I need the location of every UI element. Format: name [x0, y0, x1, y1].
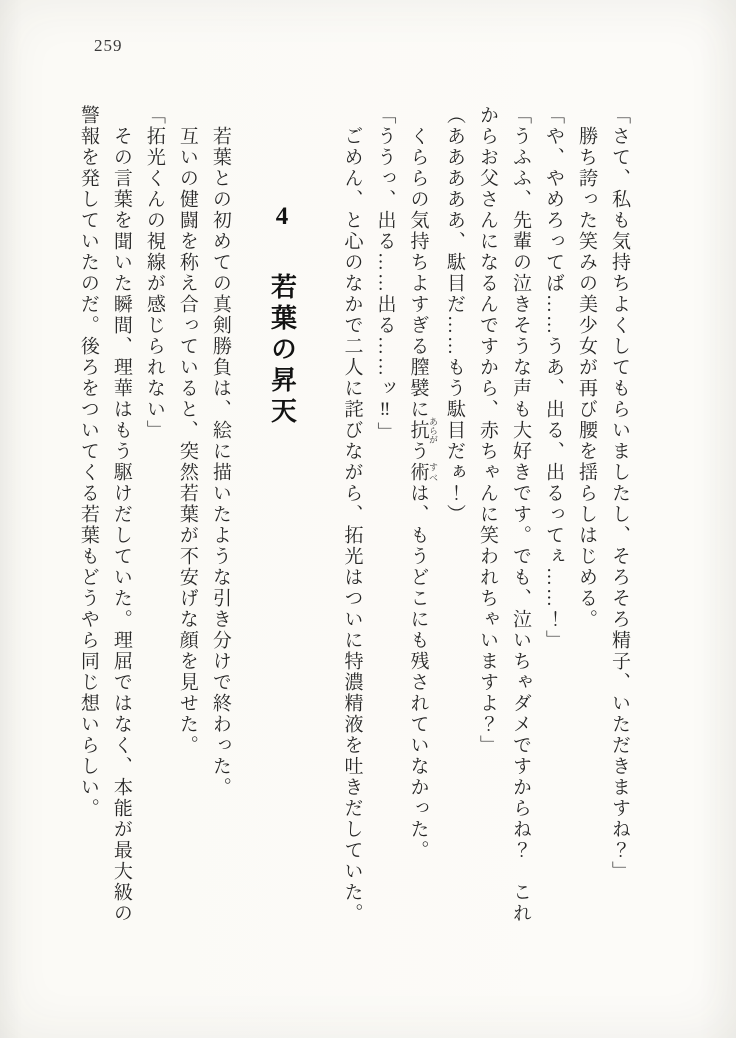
paragraph: ごめん、と心のなかで二人に詫びながら、拓光はついに特濃精液を吐きだしていた。 — [341, 126, 363, 924]
paragraph: （あああああ、駄目だ……もう駄目だぁ！） — [444, 105, 465, 525]
text-segment: う — [407, 441, 429, 462]
chapter-title: 若葉の昇天 — [267, 272, 297, 428]
paragraph: 若葉との初めての真剣勝負は、絵に描いたような引き分けで終わった。 — [209, 126, 231, 798]
ruby-text: あらが — [428, 417, 438, 444]
chapter-number: 4 — [268, 203, 296, 235]
ruby-base: 術 — [407, 462, 429, 483]
paragraph: 「ううっ、出る……出る……ッ‼」 — [374, 105, 396, 443]
paragraph: 「や、やめろってば……うあ、出る、出るってぇ……！」 — [543, 105, 564, 651]
chapter-heading — [267, 105, 296, 927]
text-segment: くららの気持ちよすぎる膣襞に — [407, 126, 429, 420]
paragraph: 互いの健闘を称え合っていると、突然若葉が不安げな顔を見せた。 — [176, 126, 198, 756]
paragraph: 「うふふ、先輩の泣きそうな声も大好きです。でも、泣いちゃダメですからね？ これからお父さんになるんですから、赤ちゃんに笑われちゃいますよ？」 — [477, 105, 531, 924]
paragraph: その言葉を聞いた瞬間、理華はもう駆けだしていた。理屈ではなく、本能が最大級の警報を発していたのだ。後ろをついてくる若葉もどうやら同じ想いらしい。 — [77, 105, 132, 924]
ruby-text: すべ — [428, 462, 438, 483]
ruby-annotation — [407, 417, 438, 444]
page-number: 259 — [94, 36, 123, 55]
paragraph: 「さて、私も気持ちよくしてもらいましたし、そろそろ精子、いただきますね？」 — [609, 105, 630, 882]
paragraph-with-ruby — [402, 105, 439, 927]
text-segment: は、もうどこにも残されていなかった。 — [407, 483, 429, 861]
paragraph: 勝ち誇った笑みの美少女が再び腰を揺らしはじめる。 — [576, 126, 597, 630]
ruby-annotation — [407, 462, 438, 483]
ruby-base: 抗 — [407, 417, 429, 444]
paragraph: 「拓光くんの視線が感じられない」 — [143, 105, 165, 441]
body-text — [50, 105, 636, 927]
